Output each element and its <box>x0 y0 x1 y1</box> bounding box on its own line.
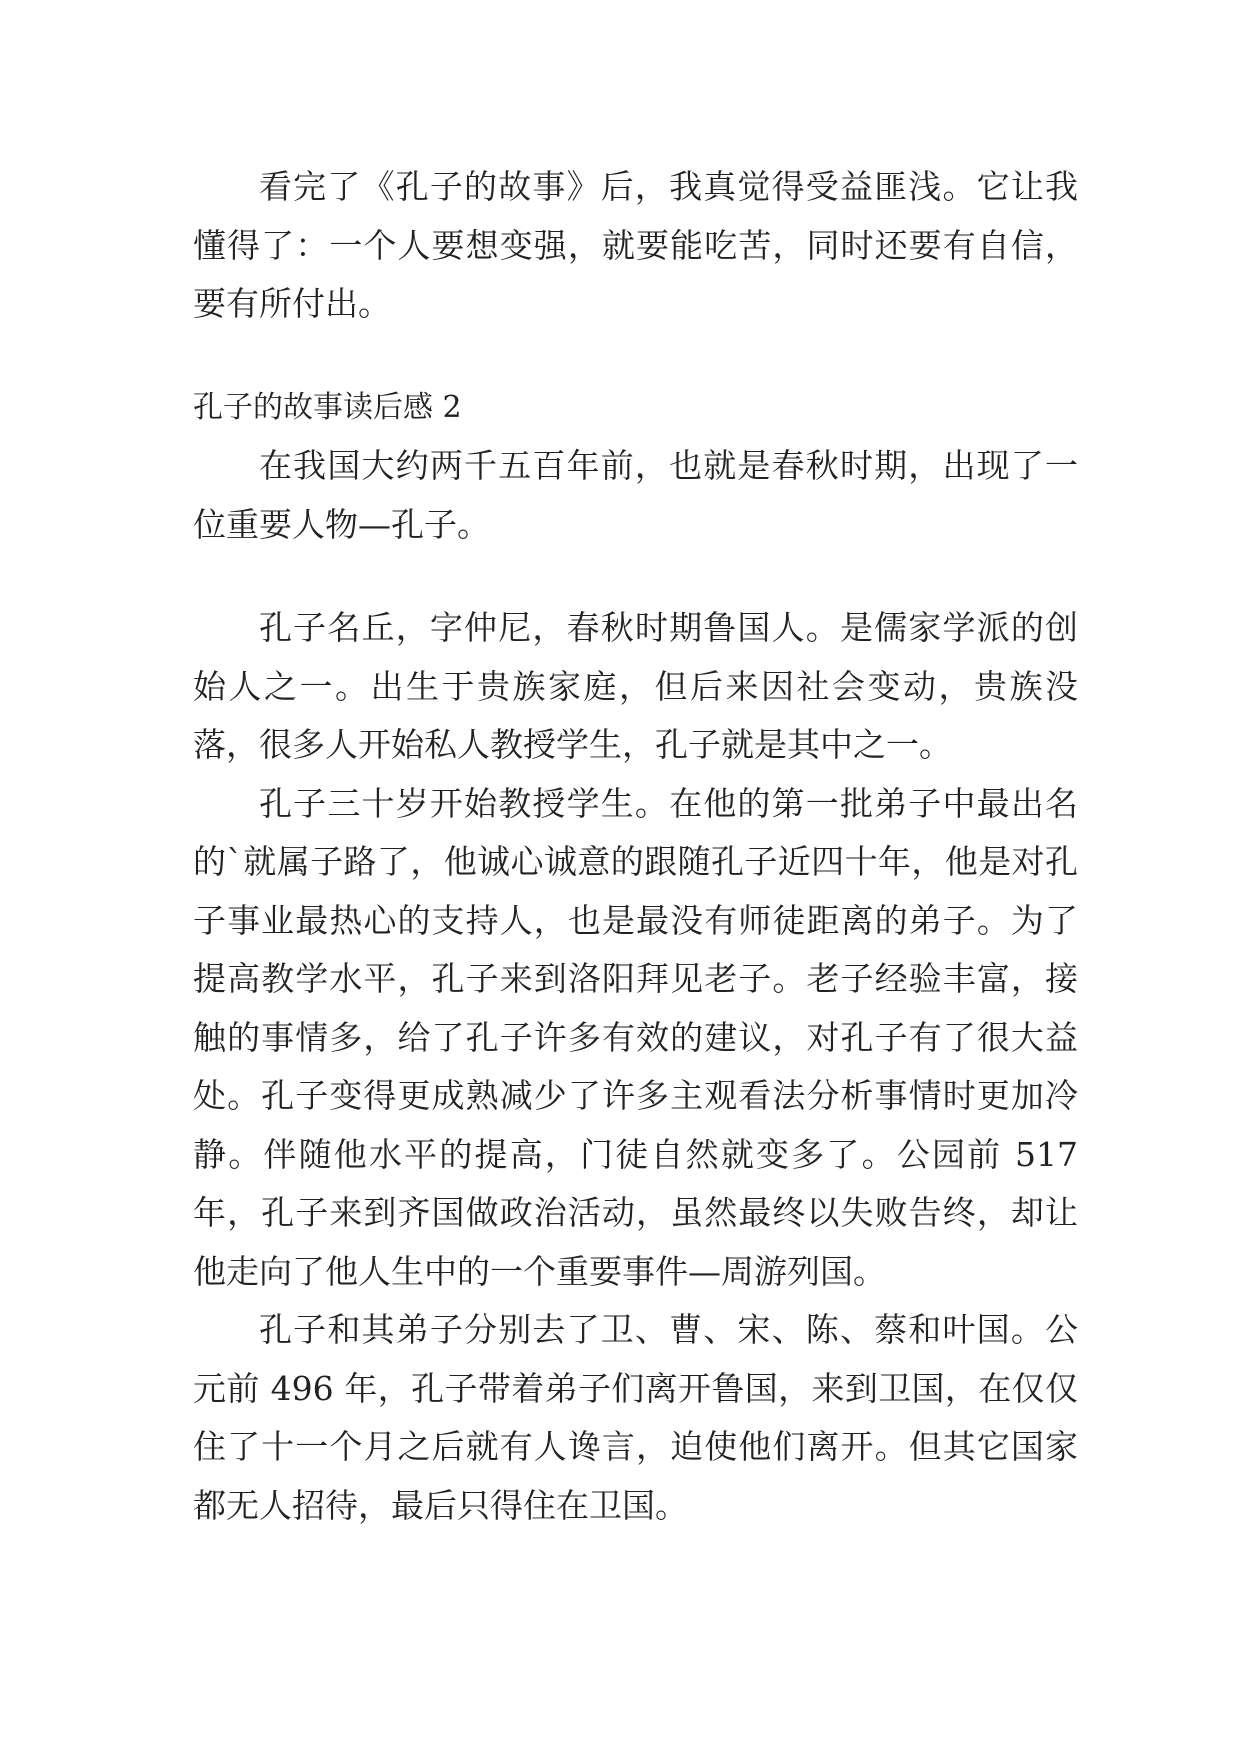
body-paragraph-2: 孔子名丘，字仲尼，春秋时期鲁国人。是儒家学派的创始人之一。出生于贵族家庭，但后来因社会变动，贵族没落，很多人开始私人教授学生，孔子就是其中之一。 <box>193 608 1078 764</box>
intro-paragraph: 看完了《孔子的故事》后，我真觉得受益匪浅。它让我懂得了：一个人要想变强，就要能吃苦，同时还要有自信，要有所付出。 <box>193 167 1078 323</box>
body-paragraph-3: 孔子三十岁开始教授学生。在他的第一批弟子中最出名的`就属子路了，他诚心诚意的跟随孔子近四十年，他是对孔子事业最热心的支持人，也是最没有师徒距离的弟子。为了提高教学水平，孔子来到洛阳拜见老子。老子经验丰富，接触的事情多，给了孔子许多有效的建议，对孔子有了很大益处。孔子变得更成熟减少了许多主观看法分析事情时更加冷静。伴随他水平的提高，门徒自然就变多了。公园前 517 年，孔子来到齐国做政治活动，虽然最终以失败告终，却让他走向了他人生中的一个重要事件—周游列国。 <box>193 783 1078 1291</box>
section-heading: 孔子的故事读后感 2 <box>193 389 462 425</box>
body-paragraph-4: 孔子和其弟子分别去了卫、曹、宋、陈、蔡和叶国。公元前 496 年，孔子带着弟子们离开鲁国，来到卫国，在仅仅住了十一个月之后就有人谗言，迫使他们离开。但其它国家都无人招待，最后只得住在卫国。 <box>193 1310 1078 1525</box>
document-body <box>193 158 1078 1535</box>
body-paragraph-1: 在我国大约两千五百年前，也就是春秋时期，出现了一位重要人物—孔子。 <box>193 446 1078 544</box>
